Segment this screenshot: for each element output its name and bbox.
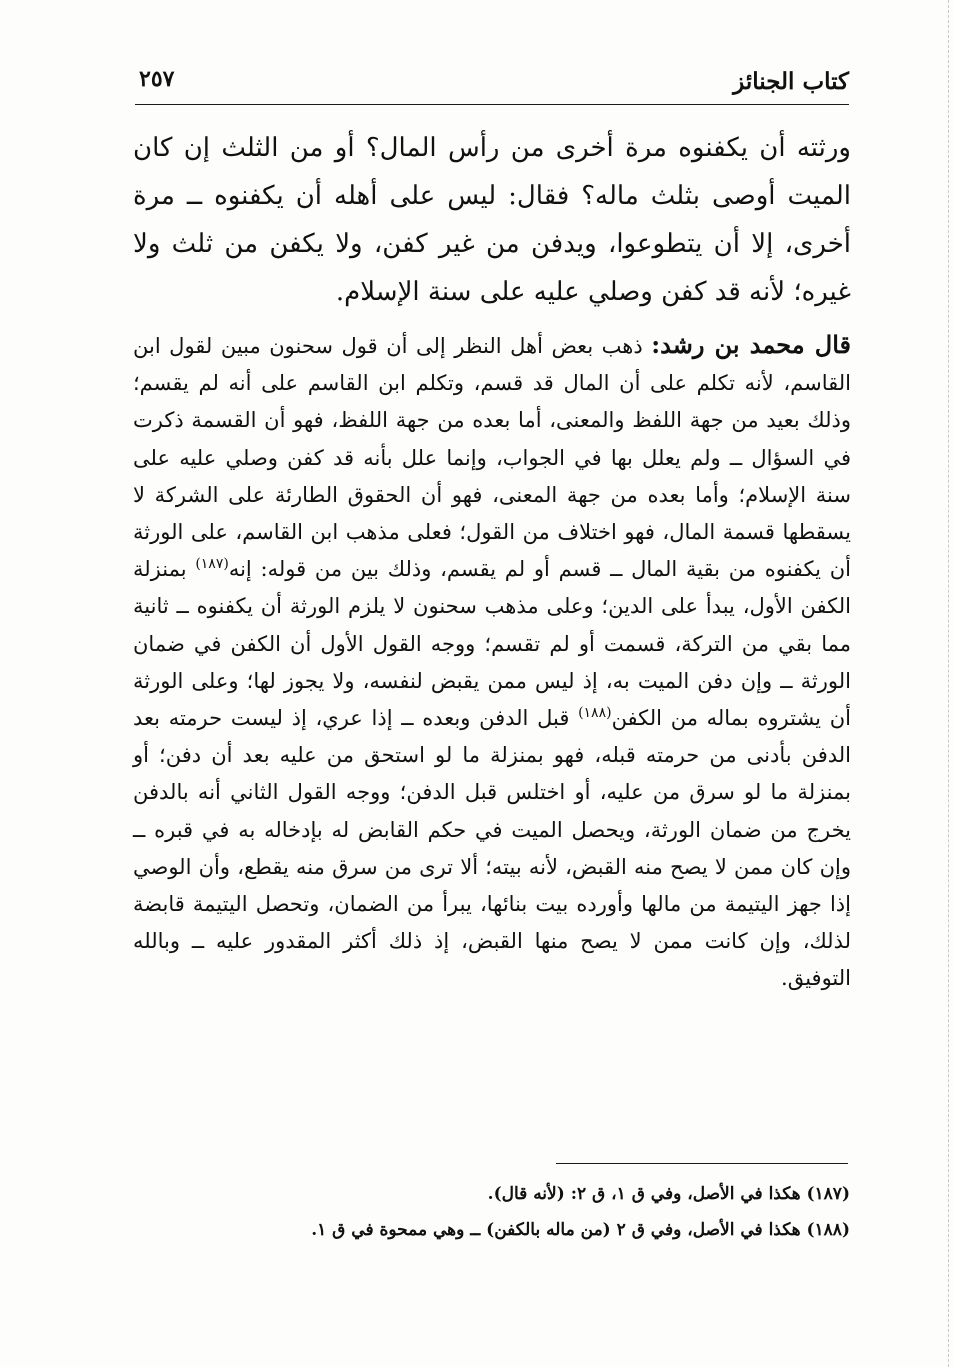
page-header <box>135 62 849 102</box>
main-text <box>133 124 851 998</box>
footnote-187: (١٨٧) هكذا في الأصل، وفي ق ١، ق ٢: (لأنه قال). <box>487 1184 850 1204</box>
commentary-text-part1: ذهب بعض أهل النظر إلى أن قول سحنون مبين لقول ابن القاسم، لأنه تكلم على أن المال قد قسم، وتكلم ابن القاسم على أنه لم يقسم؛ وذلك بعيد من جهة اللفظ والمعنى، أما بعده من جهة اللفظ، فهو أن القسمة ذكرت في السؤال ــ ولم يعلل بها في الجواب، وإنما علل بأنه قد كفن وصلي عليه على سنة الإسلام؛ وأما بعده من جهة المعنى، فهو أن الحقوق الطارئة على الشركة لا يسقطها قسمة المال، فهو اختلاف من القول؛ فعلى مذهب ابن القاسم، على الورثة أن يكفنوه من بقية المال ــ قسم أو لم يقسم، وذلك بين من قوله: إنه <box>133 334 851 582</box>
scan-edge-line <box>948 0 950 1367</box>
footnote-divider <box>556 1163 848 1164</box>
footnote-188: (١٨٨) هكذا في الأصل، وفي ق ٢ (من ماله بالكفن) ــ وهي ممحوة في ق ١. <box>311 1220 850 1240</box>
paragraph-question: ورثته أن يكفنوه مرة أخرى من رأس المال؟ أو من الثلث إن كان الميت أوصى بثلث ماله؟ فقال: ليس على أهله أن يكفنوه ــ مرة أخرى، إلا أن يتطوعوا، ويدفن من غير كفن، ولا يكفن من ثلث ولا غيره؛ لأنه قد كفن وصلي عليه على سنة الإسلام. <box>133 133 851 307</box>
commentary-text-part3: قبل الدفن وبعده ــ إذا عري، إذ ليست حرمته بعد الدفن بأدنى من حرمته قبله، فهو بمنزلة ما لو استحق من عليه بعد أن دفن؛ أو بمنزلة ما لو سرق من عليه، أو اختلس قبل الدفن؛ ووجه القول الثاني أنه بالدفن يخرج من ضمان الورثة، ويحصل الميت في حكم القابض له بإدخاله به في قبره ــ وإن كان ممن لا يصح منه القبض، لأنه بيته؛ ألا ترى من سرق منه يقطع، وأن الوصي إذا جهز اليتيمة من مالها وأورده بيت بنائها، يبرأ من الضمان، وتحصل اليتيمة قابضة لذلك، وإن كانت ممن لا يصح منها القبض، إذ ذلك أكثر المقدور عليه ــ وبالله التوفيق. <box>133 706 851 991</box>
header-divider <box>135 104 849 105</box>
footnotes <box>160 1176 850 1248</box>
chapter-title: كتاب الجنائز <box>733 68 849 95</box>
commentary-text-part2: بمنزلة الكفن الأول، يبدأ على الدين؛ وعلى مذهب سحنون لا يلزم الورثة أن يكفنوه ــ ثانية مما بقي من التركة، قسمت أو لم تقسم؛ ووجه القول الأول أن الكفن في ضمان الورثة ــ وإن دفن الميت به، إذ ليس ممن يقبض لنفسه، ولا يجوز لها؛ وعلى الورثة أن يشتروه بماله من الكفن <box>133 557 851 731</box>
footnote-ref-187: (١٨٧) <box>195 556 229 573</box>
page-number: ٢٥٧ <box>139 66 175 92</box>
commentary-author-lead: قال محمد بن رشد: <box>651 330 851 359</box>
paragraph-commentary <box>133 326 851 998</box>
footnote-ref-188: (١٨٨) <box>578 705 612 722</box>
